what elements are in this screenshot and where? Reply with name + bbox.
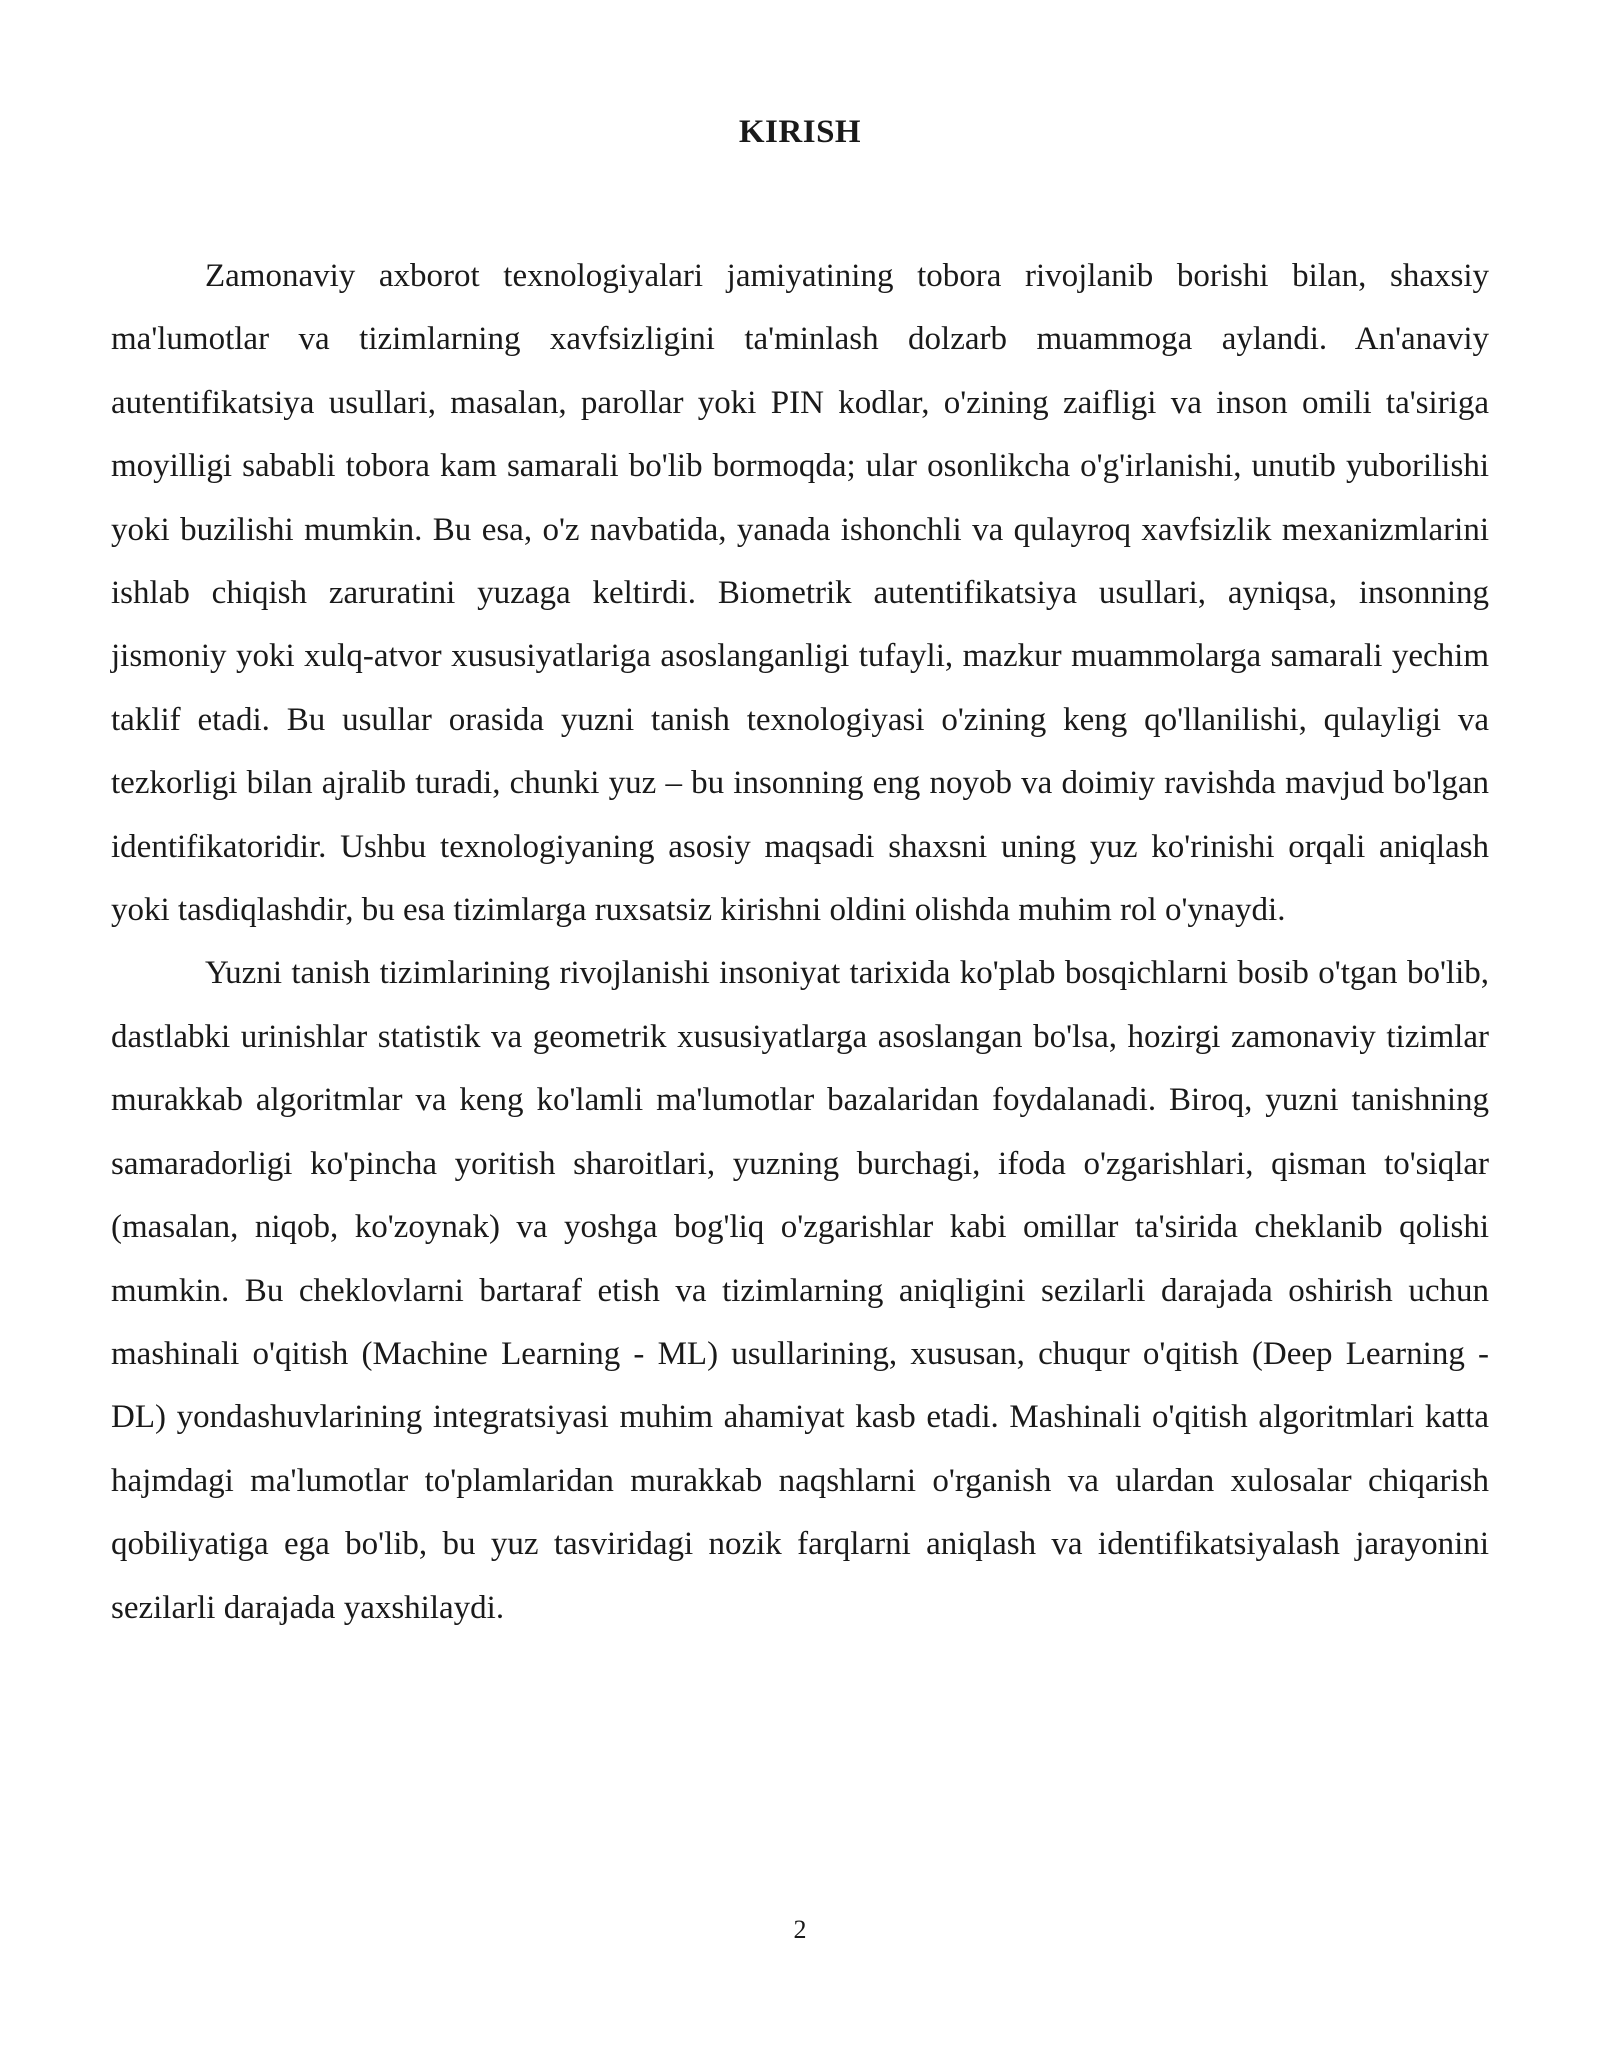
- page-number: 2: [793, 1915, 807, 1944]
- paragraph-2: Yuzni tanish tizimlarining rivojlanishi insoniyat tarixida ko'plab bosqichlarni bosib o'tgan bo'lib, dastlabki urinishlar statistik va geometrik xususiyatlarga asoslangan bo'lsa, hozirgi zamonaviy tizimlar murakkab algoritmlar va keng ko'lamli ma'lumotlar bazalaridan foydalanadi. Biroq, yuzni tanishning samaradorligi ko'pincha yoritish sharoitlari, yuzning burchagi, ifoda o'zgarishlari, qisman to'siqlar (masalan, niqob, ko'zoynak) va yoshga bog'liq o'zgarishlar kabi omillar ta'sirida cheklanib qolishi mumkin. Bu cheklovlarni bartaraf etish va tizimlarning aniqligini sezilarli darajada oshirish uchun mashinali o'qitish (Machine Learning - ML) usullarining, xususan, chuqur o'qitish (Deep Learning - DL) yondashuvlarining integratsiyasi muhim ahamiyat kasb etadi. Mashinali o'qitish algoritmlari katta hajmdagi ma'lumotlar to'plamlaridan murakkab naqshlarni o'rganish va ulardan xulosalar chiqarish qobiliyatiga ega bo'lib, bu yuz tasviridagi nozik farqlarni aniqlash va identifikatsiyalash jarayonini sezilarli darajada yaxshilaydi.: [111, 955, 1489, 1626]
- paragraph-1: Zamonaviy axborot texnologiyalari jamiyatining tobora rivojlanib borishi bilan, shaxsiy ma'lumotlar va tizimlarning xavfsizligini ta'minlash dolzarb muammoga aylandi. An'anaviy autentifikatsiya usullari, masalan, parollar yoki PIN kodlar, o'zining zaifligi va inson omili ta'siriga moyilligi sababli tobora kam samarali bo'lib bormoqda; ular osonlikcha o'g'irlanishi, unutib yuborilishi yoki buzilishi mumkin. Bu esa, o'z navbatida, yanada ishonchli va qulayroq xavfsizlik mexanizmlarini ishlab chiqish zaruratini yuzaga keltirdi. Biometrik autentifikatsiya usullari, ayniqsa, insonning jismoniy yoki xulq-atvor xususiyatlariga asoslanganligi tufayli, mazkur muammolarga samarali yechim taklif etadi. Bu usullar orasida yuzni tanish texnologiyasi o'zining keng qo'llanilishi, qulayligi va tezkorligi bilan ajralib turadi, chunki yuz – bu insonning eng noyob va doimiy ravishda mavjud bo'lgan identifikatoridir. Ushbu texnologiyaning asosiy maqsadi shaxsni uning yuz ko'rinishi orqali aniqlash yoki tasdiqlashdir, bu esa tizimlarga ruxsatsiz kirishni oldini olishda muhim rol o'ynaydi.: [111, 258, 1489, 929]
- section-heading: KIRISH: [738, 114, 862, 150]
- body-text: [111, 245, 1489, 1640]
